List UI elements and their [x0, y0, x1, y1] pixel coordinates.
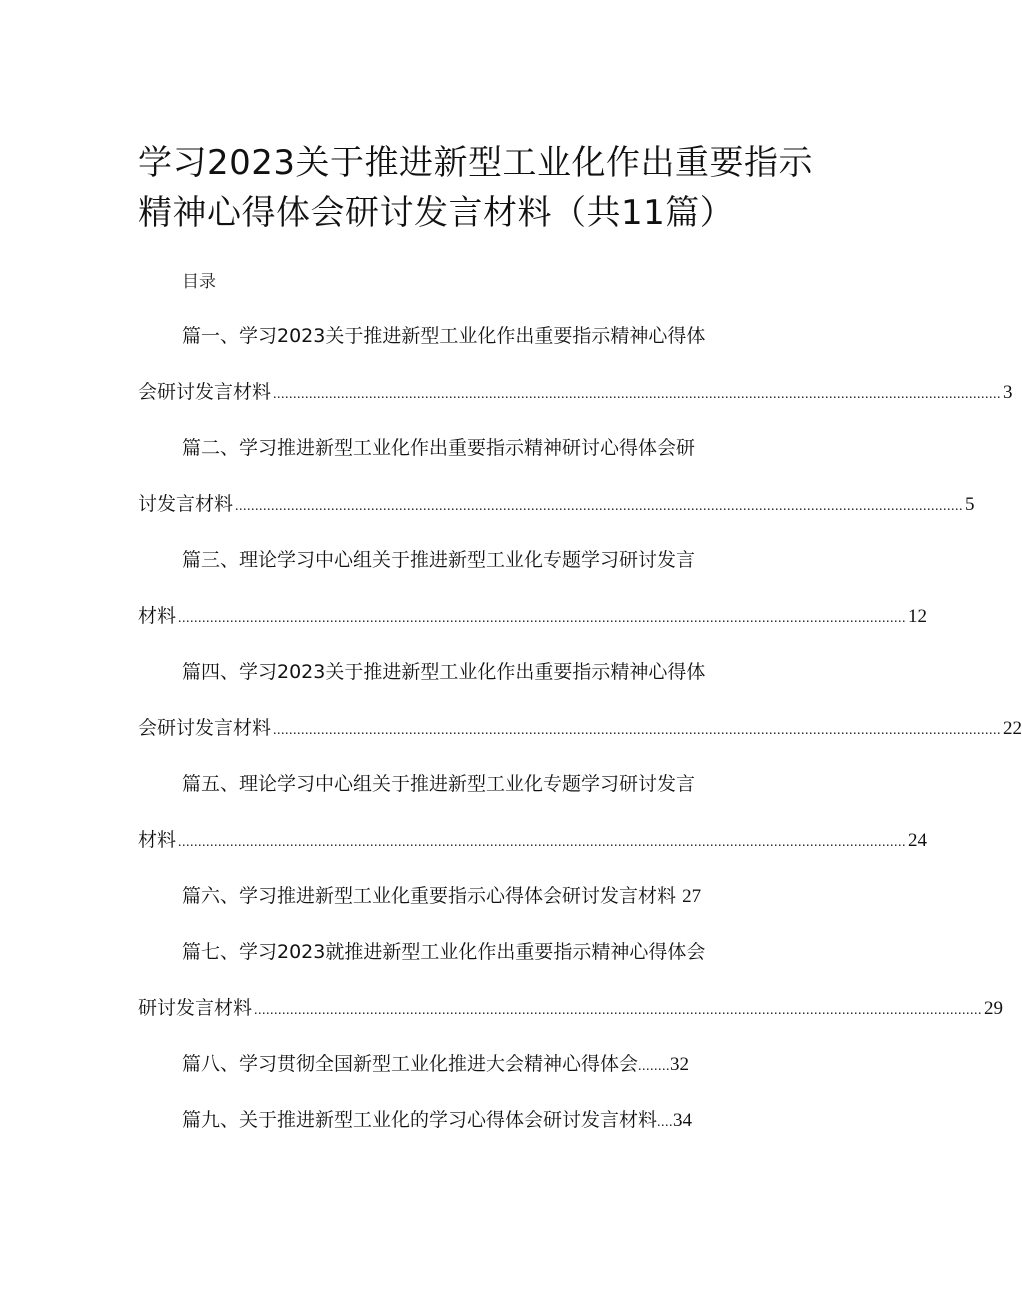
title-line-2: 精神心得体会研讨发言材料（共11篇）: [138, 193, 735, 233]
toc-entry-text: 会研讨发言材料: [138, 381, 272, 403]
toc-entry-9[interactable]: [182, 1106, 692, 1137]
dot-leader: ........: [638, 1059, 671, 1074]
toc-page-number: 3: [1003, 382, 1013, 403]
toc-entry-text: 会研讨发言材料: [138, 717, 272, 739]
toc-page-number: 27: [682, 886, 702, 907]
toc-page-number: 34: [673, 1110, 693, 1131]
toc-page-number: 5: [965, 494, 975, 515]
document-title: [138, 138, 814, 238]
toc-entry-text: 材料: [138, 829, 177, 851]
dot-leader: ......................................................................................................................................................................................: [235, 499, 964, 514]
toc-entry-8[interactable]: [182, 1050, 689, 1081]
title-line-1: 学习2023关于推进新型工业化作出重要指示: [138, 143, 814, 183]
toc-entry-6[interactable]: [182, 882, 701, 911]
toc-entry-4-title[interactable]: 篇四、学习2023关于推进新型工业化作出重要指示精神心得体: [182, 661, 706, 683]
toc-page-number: 12: [908, 606, 928, 627]
toc-entry-1-continued[interactable]: [138, 378, 1013, 409]
toc-entry-5-title[interactable]: 篇五、理论学习中心组关于推进新型工业化专题学习研讨发言: [182, 773, 696, 795]
toc-entry-text: 研讨发言材料: [138, 997, 253, 1019]
toc-entry-text: 材料: [138, 605, 177, 627]
toc-entry-text: 篇六、学习推进新型工业化重要指示心得体会研讨发言材料: [182, 885, 677, 907]
toc-heading: 目录: [182, 272, 216, 292]
toc-page-number: 32: [670, 1054, 690, 1075]
toc-entry-text: 篇九、关于推进新型工业化的学习心得体会研讨发言材料: [182, 1109, 658, 1131]
dot-leader: ......................................................................................................................................................................................: [178, 835, 907, 850]
toc-entry-2-continued[interactable]: [138, 490, 975, 521]
dot-leader: ......................................................................................................................................................................................: [254, 1003, 983, 1018]
toc-entry-7-title[interactable]: 篇七、学习2023就推进新型工业化作出重要指示精神心得体会: [182, 941, 706, 963]
toc-entry-1-title[interactable]: 篇一、学习2023关于推进新型工业化作出重要指示精神心得体: [182, 325, 706, 347]
toc-entry-3-continued[interactable]: [138, 602, 928, 633]
toc-entry-2-title[interactable]: 篇二、学习推进新型工业化作出重要指示精神研讨心得体会研: [182, 437, 696, 459]
toc-page-number: 22: [1003, 718, 1022, 739]
toc-entry-text: 讨发言材料: [138, 493, 234, 515]
toc-entry-7-continued[interactable]: [138, 994, 1004, 1025]
dot-leader: ......................................................................................................................................................................................: [273, 387, 1002, 402]
dot-leader: ......................................................................................................................................................................................: [273, 723, 1002, 738]
toc-page-number: 24: [908, 830, 928, 851]
dot-leader: ....: [657, 1115, 674, 1130]
toc-page-number: 29: [984, 998, 1004, 1019]
dot-leader: ......................................................................................................................................................................................: [178, 611, 907, 626]
toc-entry-text: 篇八、学习贯彻全国新型工业化推进大会精神心得体会: [182, 1053, 639, 1075]
toc-entry-5-continued[interactable]: [138, 826, 928, 857]
toc-entry-4-continued[interactable]: [138, 714, 1022, 745]
toc-entry-3-title[interactable]: 篇三、理论学习中心组关于推进新型工业化专题学习研讨发言: [182, 549, 696, 571]
